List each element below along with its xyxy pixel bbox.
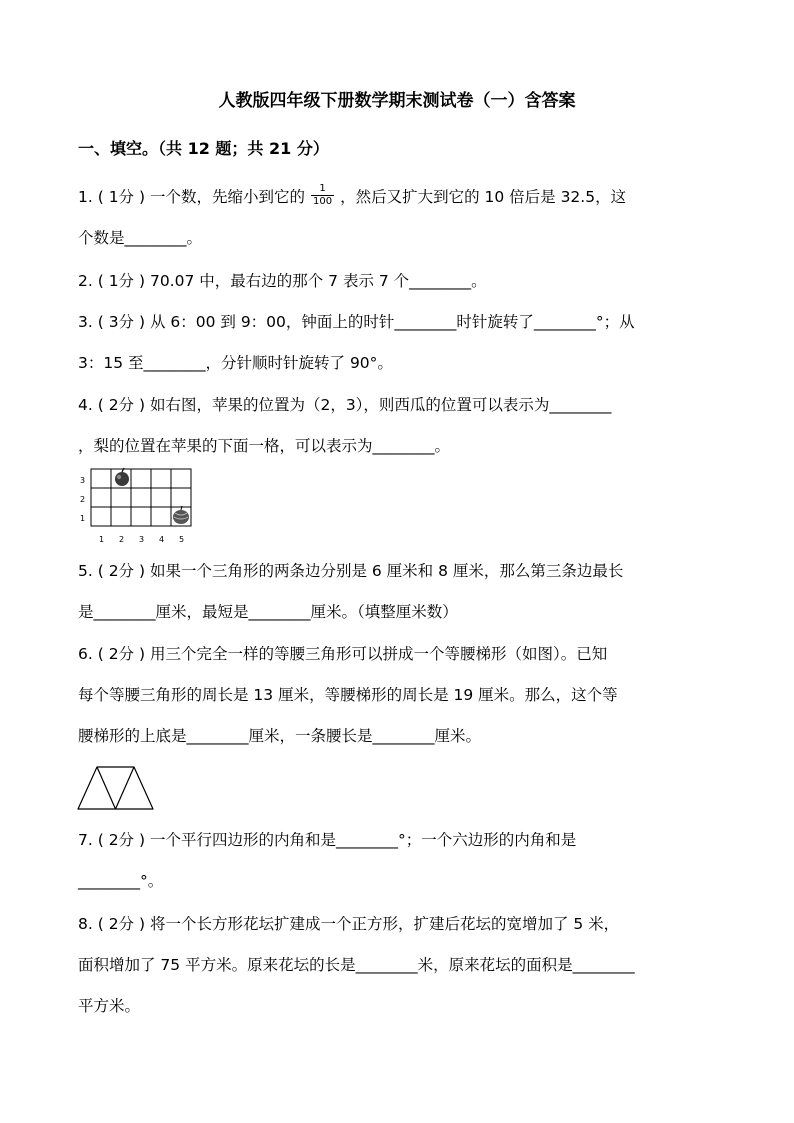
page-title: 人教版四年级下册数学期末测试卷（一）含答案 xyxy=(218,91,576,111)
grid-col-label: 2 xyxy=(119,535,125,544)
question-2-line-1: 2. ( 1分 ) 70.07 中，最右边的那个 7 表示 7 个________。 xyxy=(78,272,487,290)
fraction xyxy=(311,183,334,208)
question-3-line-1: 3. ( 3分 ) 从 6：00 到 9：00，钟面上的时针________时针旋转了________°；从 xyxy=(78,313,635,331)
trapezoid-figure xyxy=(76,764,156,812)
section-heading: 一、填空。（共 12 题；共 21 分） xyxy=(78,139,329,158)
question-6-line-3: 腰梯形的上底是________厘米，一条腰长是________厘米。 xyxy=(78,727,482,745)
grid-col-label: 5 xyxy=(179,535,185,544)
coordinate-grid-figure xyxy=(74,466,198,546)
question-8-line-1: 8. ( 2分 ) 将一个长方形花坛扩建成一个正方形，扩建后花坛的宽增加了 5 米， xyxy=(78,915,620,933)
grid-col-label: 1 xyxy=(99,535,105,544)
grid-col-label: 3 xyxy=(139,535,145,544)
question-4-line-2: ，梨的位置在苹果的下面一格，可以表示为________。 xyxy=(78,437,451,455)
apple-icon xyxy=(115,468,129,486)
question-5-line-1: 5. ( 2分 ) 如果一个三角形的两条边分别是 6 厘米和 8 厘米，那么第三条边最长 xyxy=(78,562,624,580)
question-1-text-b: ，然后又扩大到它的 10 倍后是 32.5，这 xyxy=(340,188,627,206)
question-1-line-2: 个数是________。 xyxy=(78,229,203,247)
question-8-line-2: 面积增加了 75 平方米。原来花坛的长是________米，原来花坛的面积是________ xyxy=(78,956,635,974)
grid-row-label: 2 xyxy=(80,495,86,504)
question-6-line-1: 6. ( 2分 ) 用三个完全一样的等腰三角形可以拼成一个等腰梯形（如图）。已知 xyxy=(78,645,608,663)
fraction-denominator: 100 xyxy=(312,196,333,207)
question-6-line-2: 每个等腰三角形的周长是 13 厘米，等腰梯形的周长是 19 厘米。那么，这个等 xyxy=(78,686,618,704)
question-1-line-1 xyxy=(78,177,718,217)
question-7-line-1: 7. ( 2分 ) 一个平行四边形的内角和是________°；一个六边形的内角和是 xyxy=(78,831,577,849)
grid-col-label: 4 xyxy=(159,535,165,544)
grid-row-label: 3 xyxy=(80,476,86,485)
question-1-text-a: 1. ( 1分 ) 一个数，先缩小到它的 xyxy=(78,188,305,206)
question-7-line-2: ________°。 xyxy=(78,872,164,890)
watermelon-icon xyxy=(173,506,189,524)
question-3-line-2: 3：15 至________，分针顺时针旋转了 90°。 xyxy=(78,354,393,372)
question-5-line-2: 是________厘米，最短是________厘米。（填整厘米数） xyxy=(78,603,458,621)
grid-row-label: 1 xyxy=(80,514,86,523)
question-8-line-3: 平方米。 xyxy=(78,997,141,1015)
question-4-line-1: 4. ( 2分 ) 如右图，苹果的位置为（2，3），则西瓜的位置可以表示为________ xyxy=(78,396,612,414)
fraction-numerator: 1 xyxy=(319,183,326,194)
